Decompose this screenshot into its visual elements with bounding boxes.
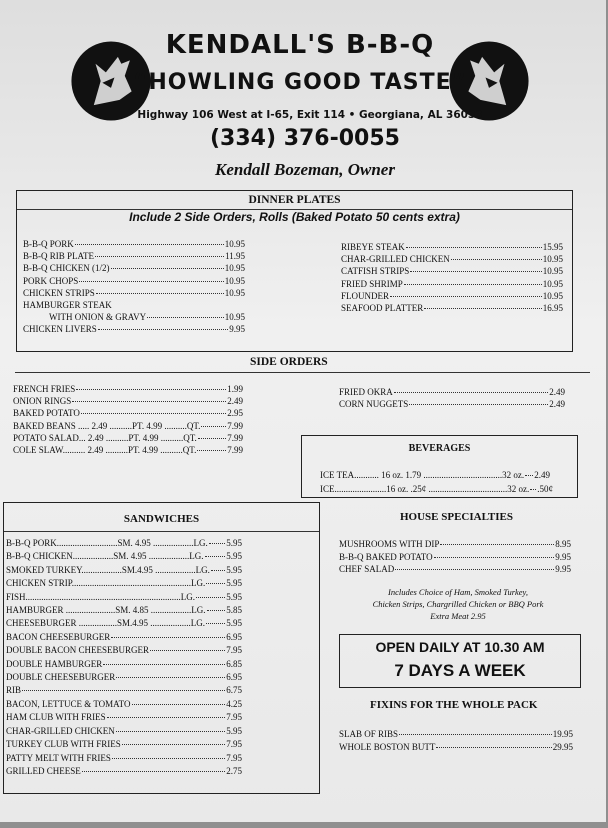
menu-item — [341, 241, 563, 253]
dot-leader — [394, 392, 548, 393]
menu-item-name: DOUBLE CHEESEBURGER — [6, 672, 116, 683]
fixins-title: FIXINS FOR THE WHOLE PACK — [370, 699, 538, 711]
menu-item-price: 9.95 — [555, 551, 571, 562]
menu-item-price: 5.95 — [226, 564, 242, 575]
menu-item-price: 29.95 — [552, 742, 573, 752]
menu-item-price: 1.99 — [227, 384, 243, 394]
dot-leader — [206, 583, 225, 584]
menu-item-name: FRIED OKRA — [339, 387, 393, 397]
menu-item-price: 5.95 — [226, 618, 242, 629]
dot-leader — [434, 557, 555, 558]
dot-leader — [82, 771, 226, 772]
menu-item-name: BAKED BEANS ..... 2.49 ..........PT. 4.99 ..........QT. — [13, 420, 201, 431]
menu-item-price: 6.95 — [226, 631, 242, 642]
menu-item — [6, 752, 242, 765]
menu-item-name: FLOUNDER — [341, 290, 390, 301]
menu-item-name: B-B-Q CHICKEN..................SM. 4.95 ..................LG. — [6, 551, 204, 562]
menu-item-name: ICE.......................16 oz. .25¢ ...................................32 oz. — [320, 484, 530, 494]
menu-item-price: 10.95 — [224, 263, 245, 274]
dot-leader — [399, 734, 552, 735]
menu-item-price: 11.95 — [225, 251, 245, 262]
menu-item-price: 5.95 — [226, 591, 242, 602]
dot-leader — [211, 570, 225, 571]
dot-leader — [72, 401, 226, 402]
menu-item-name: MUSHROOMS WITH DIP — [339, 539, 440, 549]
menu-item-price: 2.49 — [534, 470, 550, 480]
menu-item-price: 9.95 — [229, 324, 245, 335]
menu-item-name: PORK CHOPS — [23, 275, 79, 286]
dot-leader — [198, 438, 226, 439]
menu-item-name: RIBEYE STEAK — [341, 242, 405, 252]
menu-item-name: FRIED SHRIMP — [341, 278, 403, 289]
dot-leader — [390, 296, 542, 297]
dot-leader — [424, 308, 541, 309]
restaurant-name: KENDALL'S B-B-Q — [165, 30, 435, 60]
fixins-list — [339, 728, 573, 754]
dot-leader — [209, 543, 225, 544]
menu-item — [6, 537, 242, 550]
menu-item-name: BAKED POTATO — [13, 408, 80, 419]
menu-item-name: CHICKEN LIVERS — [23, 324, 97, 335]
dot-leader — [206, 623, 225, 624]
menu-item-price: 5.95 — [226, 725, 242, 736]
menu-item — [320, 482, 553, 496]
dot-leader — [95, 256, 224, 257]
dinner-plates-subtitle: Include 2 Side Orders, Rolls (Baked Potato 50 cents extra) — [129, 210, 460, 224]
dot-leader — [440, 544, 554, 545]
menu-item-price: 10.95 — [224, 287, 245, 298]
dinner-left-list — [23, 238, 245, 336]
menu-item-price: 7.95 — [226, 752, 242, 763]
menu-item-price: 10.95 — [542, 278, 563, 289]
dot-leader — [107, 717, 226, 718]
phone-number: (334) 376-0055 — [210, 126, 400, 151]
menu-item — [6, 725, 242, 738]
menu-item-price: 8.95 — [555, 539, 571, 549]
menu-item — [320, 468, 550, 482]
menu-item — [341, 278, 563, 290]
menu-item-price: 16.95 — [542, 303, 563, 314]
dinner-right-list — [341, 241, 563, 314]
note-line-1: Includes Choice of Ham, Smoked Turkey, — [388, 587, 528, 597]
dot-leader — [75, 244, 224, 245]
menu-item-name: TURKEY CLUB WITH FRIES — [6, 739, 121, 750]
menu-item — [23, 262, 245, 274]
menu-item-name: CHEESEBURGER .................SM.4.95 ..................LG. — [6, 618, 206, 629]
menu-item-price: 2.49 — [227, 396, 243, 407]
menu-item — [341, 265, 563, 277]
dot-leader — [409, 404, 548, 405]
dot-leader — [112, 758, 225, 759]
menu-item-name: BACON CHEESEBURGER — [6, 631, 111, 642]
address: Highway 106 West at I-65, Exit 114 • Georgiana, AL 36033 — [137, 109, 483, 121]
menu-item-name: WHOLE BOSTON BUTT — [339, 742, 436, 752]
divider — [17, 209, 572, 210]
dot-leader — [406, 247, 542, 248]
menu-item-name: B-B-Q BAKED POTATO — [339, 551, 433, 562]
menu-item — [6, 604, 242, 617]
menu-item-name: COLE SLAW.......... 2.49 ..........PT. 4.99 ..........QT. — [13, 445, 197, 456]
menu-item-name: B-B-Q PORK — [23, 239, 74, 249]
beverages-list — [320, 468, 553, 496]
dot-leader — [207, 610, 226, 611]
dot-leader — [395, 569, 554, 570]
menu-item — [23, 299, 245, 311]
sandwiches-box — [3, 502, 320, 794]
menu-item-name: POTATO SALAD... 2.49 ..........PT. 4.99 ..........QT. — [13, 432, 197, 443]
menu-item-name: B-B-Q RIB PLATE — [23, 251, 95, 262]
dot-leader — [81, 413, 226, 414]
menu-item-name: DOUBLE BACON CHEESEBURGER — [6, 645, 150, 656]
sides-right-list — [339, 386, 565, 410]
menu-item — [23, 238, 245, 250]
menu-item — [339, 741, 573, 754]
dot-leader — [410, 271, 541, 272]
menu-item — [339, 398, 565, 410]
dot-leader — [436, 747, 551, 748]
menu-item-name: WITH ONION & GRAVY — [49, 312, 147, 323]
menu-item-price: 10.95 — [542, 290, 563, 301]
menu-item-price: 10.95 — [542, 254, 563, 265]
menu-item — [6, 684, 242, 697]
beverages-title: BEVERAGES — [408, 443, 471, 454]
sandwiches-title: SANDWICHES — [123, 513, 200, 525]
menu-item — [13, 432, 243, 444]
menu-item-name: CHEF SALAD — [339, 564, 395, 574]
menu-item — [341, 253, 563, 265]
menu-item-name: SMOKED TURKEY..................SM.4.95 ..................LG. — [6, 564, 210, 575]
menu-item-name: HAMBURGER ......................SM. 4.85 ..................LG. — [6, 605, 206, 616]
menu-item-price: 2.49 — [549, 387, 565, 397]
menu-item-name: CHICKEN STRIPS — [23, 287, 95, 298]
menu-item — [6, 550, 242, 563]
menu-item-name: FISH.....................................................................LG. — [6, 591, 196, 602]
menu-item — [13, 383, 243, 395]
dot-leader — [103, 664, 225, 665]
menu-item-name: GRILLED CHEESE — [6, 765, 81, 776]
menu-item-name: SEAFOOD PLATTER — [341, 303, 424, 314]
menu-item-name: CORN NUGGETS — [339, 399, 409, 410]
dinner-plates-title: DINNER PLATES — [248, 194, 341, 206]
menu-item-price: 10.95 — [224, 239, 245, 249]
dot-leader — [530, 489, 536, 490]
menu-item — [339, 386, 565, 398]
dot-leader — [122, 744, 226, 745]
menu-item-name: SLAB OF RIBS — [339, 729, 399, 739]
menu-item-price: 7.99 — [227, 420, 243, 431]
menu-item-name: ONION RINGS — [13, 396, 72, 407]
dot-leader — [132, 704, 226, 705]
menu-item-price: 7.95 — [226, 712, 242, 723]
house-specialties-title: HOUSE SPECIALTIES — [400, 511, 514, 523]
dot-leader — [147, 317, 224, 318]
hours-box — [339, 634, 581, 688]
menu-item-name: CHICKEN STRIP.....................................................LG. — [6, 578, 206, 589]
menu-item-price: 5.85 — [226, 605, 242, 616]
menu-item-price: 6.75 — [226, 685, 242, 696]
dot-leader — [197, 450, 226, 451]
house-specialties-note — [340, 586, 576, 622]
menu-item — [6, 765, 242, 778]
menu-item-price: 2.49 — [549, 399, 565, 410]
dot-leader — [404, 284, 542, 285]
menu-item-name: RIB — [6, 685, 22, 696]
hours-line-2: 7 DAYS A WEEK — [394, 661, 526, 680]
menu-item — [6, 577, 242, 590]
menu-item-name: B-B-Q CHICKEN (1/2) — [23, 263, 110, 274]
beverages-box — [301, 435, 578, 498]
menu-item — [6, 564, 242, 577]
dot-leader — [116, 677, 225, 678]
menu-item-price: 19.95 — [552, 729, 573, 739]
menu-item — [339, 728, 573, 741]
sides-left-list — [13, 383, 243, 456]
dot-leader — [111, 637, 225, 638]
menu-item-name: B-B-Q PORK...........................SM. 4.95 ..................LG. — [6, 538, 208, 548]
menu-item — [6, 658, 242, 671]
menu-item — [13, 395, 243, 407]
menu-item-name: CATFISH STRIPS — [341, 266, 410, 277]
tagline: “HOWLING GOOD TASTE” — [132, 70, 468, 95]
menu-item — [339, 538, 571, 551]
dot-leader — [201, 426, 226, 427]
menu-item — [6, 617, 242, 630]
dot-leader — [111, 268, 224, 269]
menu-item — [6, 711, 242, 724]
menu-item-price: 4.25 — [226, 698, 242, 709]
menu-item-price: 15.95 — [542, 242, 563, 252]
dot-leader — [96, 293, 224, 294]
owner-name: Kendall Bozeman, Owner — [215, 160, 395, 179]
menu-item-price: 5.95 — [226, 551, 242, 562]
menu-item — [6, 631, 242, 644]
menu-item — [339, 551, 571, 564]
side-orders-rule — [15, 372, 590, 373]
menu-item-name: PATTY MELT WITH FRIES — [6, 752, 111, 763]
menu-item — [13, 420, 243, 432]
menu-item-price: 7.95 — [226, 645, 242, 656]
dot-leader — [525, 475, 533, 476]
menu-item-price: 2.75 — [226, 765, 242, 776]
menu-item-name: FRENCH FRIES — [13, 384, 76, 394]
dot-leader — [98, 329, 229, 330]
menu-item-name: BACON, LETTUCE & TOMATO — [6, 698, 131, 709]
menu-item — [339, 563, 571, 576]
menu-item — [6, 644, 242, 657]
menu-item-price: 9.95 — [555, 564, 571, 574]
menu-item — [6, 698, 242, 711]
menu-item-price: 7.99 — [227, 445, 243, 456]
menu-item-price: 2.95 — [227, 408, 243, 419]
dot-leader — [150, 650, 225, 651]
menu-item — [13, 444, 243, 456]
menu-item-price: 6.95 — [226, 672, 242, 683]
menu-item-price: 5.95 — [226, 538, 242, 548]
menu-item-price: 5.95 — [226, 578, 242, 589]
dot-leader — [79, 281, 223, 282]
note-line-3: Extra Meat 2.95 — [430, 611, 486, 621]
menu-item — [23, 287, 245, 299]
menu-item — [23, 250, 245, 262]
menu-item-price: 7.99 — [227, 432, 243, 443]
menu-item-price: 10.95 — [224, 275, 245, 286]
dot-leader — [196, 597, 225, 598]
menu-item-price: 10.95 — [542, 266, 563, 277]
dot-leader — [76, 389, 226, 390]
menu-item — [6, 591, 242, 604]
menu-item-name: CHAR-GRILLED CHICKEN — [341, 254, 450, 265]
menu-item-name: HAM CLUB WITH FRIES — [6, 712, 106, 723]
menu-item-price: 6.85 — [226, 658, 242, 669]
house-specialties-list — [339, 538, 571, 576]
dot-leader — [451, 259, 542, 260]
divider — [4, 531, 319, 532]
menu-item-name: CHAR-GRILLED CHICKEN — [6, 725, 115, 736]
menu-item — [6, 738, 242, 751]
menu-item-price: 7.95 — [226, 739, 242, 750]
menu-item-price: .50¢ — [537, 484, 553, 494]
menu-item-name: DOUBLE HAMBURGER — [6, 658, 103, 669]
menu-item-name: ICE TEA........... 16 oz. 1.79 ...................................32 oz. — [320, 470, 525, 480]
dinner-plates-box — [16, 190, 573, 352]
menu-item — [341, 302, 563, 314]
sandwiches-list — [6, 537, 242, 778]
dot-leader — [205, 556, 226, 557]
menu-item — [23, 275, 245, 287]
note-line-2: Chicken Strips, Chargrilled Chicken or BBQ Pork — [372, 599, 544, 609]
menu-item — [23, 311, 245, 323]
menu-item — [23, 323, 245, 335]
menu-item — [341, 290, 563, 302]
menu-item-price: 10.95 — [224, 312, 245, 323]
hours-line-1: OPEN DAILY AT 10.30 AM — [375, 639, 545, 655]
dot-leader — [116, 731, 226, 732]
menu-item — [6, 671, 242, 684]
dot-leader — [22, 690, 225, 691]
menu-item — [13, 407, 243, 419]
menu-item-name: HAMBURGER STEAK — [23, 300, 112, 311]
side-orders-title: SIDE ORDERS — [250, 356, 328, 368]
